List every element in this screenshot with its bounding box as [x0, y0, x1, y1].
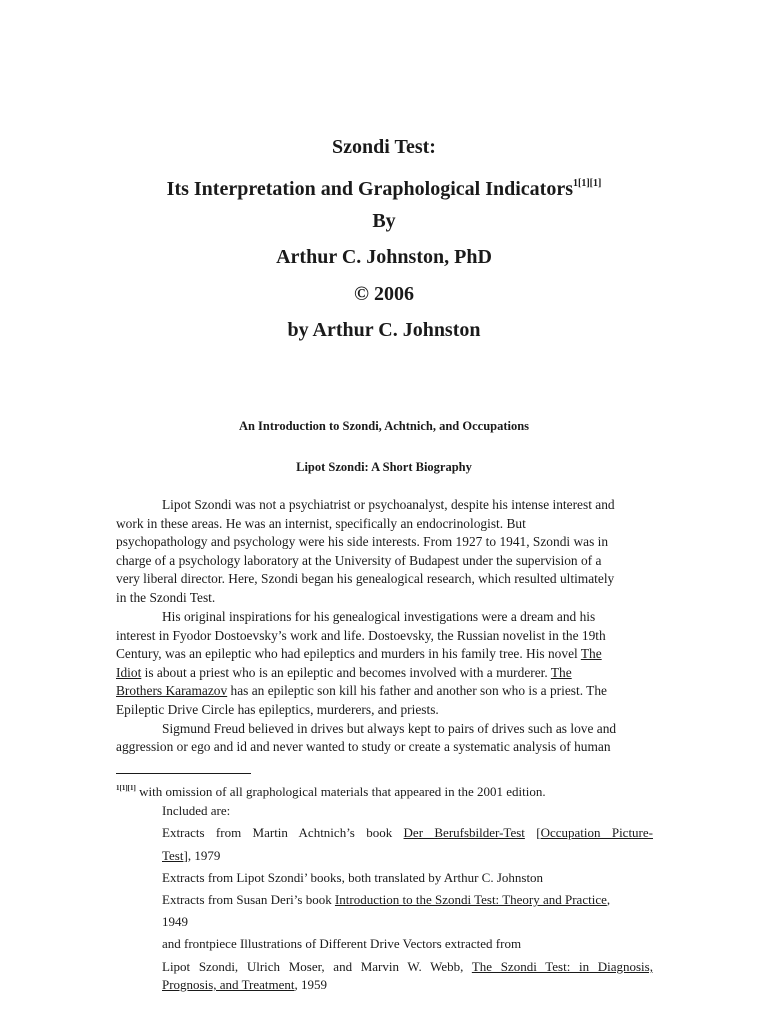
body-line: aggression or ego and id and never wanted to study or create a systematic analysis of human: [116, 739, 611, 754]
body-text: is about a priest who is an epileptic and becomes involved with a murderer.: [141, 665, 551, 680]
title-main: Its Interpretation and Graphological Indicators: [166, 178, 573, 200]
body-line: His original inspirations for his genealogical investigations were a dream and his: [162, 609, 596, 624]
book-title-link[interactable]: Occupation Picture-: [540, 825, 653, 840]
body-line: Lipot Szondi was not a psychiatrist or psychoanalyst, despite his intense interest and: [162, 497, 615, 512]
body-text: has an epileptic son kill his father and another son who is a priest. The: [227, 683, 607, 698]
footnote-text: ,: [606, 892, 611, 907]
book-title-link[interactable]: The: [550, 665, 572, 680]
book-title-link[interactable]: The: [580, 646, 602, 661]
title-line-2: [0, 172, 768, 201]
book-title-link[interactable]: Introduction to the Szondi Test: Theory and Practice: [334, 892, 607, 907]
footnote-text: Extracts from Susan Deri’s book: [162, 892, 335, 907]
footnote-line: [116, 779, 546, 801]
footnote-line: [162, 847, 220, 865]
book-title-link[interactable]: Prognosis, and Treatment: [162, 977, 295, 992]
footnote-line: Included are:: [162, 803, 231, 818]
footnote-text: ], 1979: [183, 848, 221, 863]
footnote-line: and frontpiece Illustrations of Different Drive Vectors extracted from: [162, 936, 522, 951]
body-text: Century, was an epileptic who had epileptics and murders in his family tree. His novel: [116, 646, 581, 661]
body-line: in the Szondi Test.: [116, 590, 216, 605]
book-title-link[interactable]: Idiot: [116, 665, 142, 680]
footnote-line: [162, 976, 327, 994]
body-line: very liberal director. Here, Szondi began his genealogical research, which resulted ultimately: [116, 571, 615, 586]
footnote-line: [162, 958, 653, 976]
body-line: [116, 682, 652, 700]
book-title-link[interactable]: Brothers Karamazov: [116, 683, 228, 698]
body-line: Epileptic Drive Circle has epileptics, murderers, and priests.: [116, 702, 439, 717]
footnote-text: , 1959: [294, 977, 328, 992]
title-copyright: © 2006: [354, 283, 414, 305]
title-line-1: Szondi Test:: [332, 136, 436, 158]
footnote-line: [162, 891, 610, 909]
footnote-divider: [116, 773, 251, 774]
footnote-marker: 1[1][1]: [116, 784, 136, 792]
section-heading: An Introduction to Szondi, Achtnich, and Occupations: [238, 419, 530, 433]
book-title-link[interactable]: Test: [162, 848, 184, 863]
body-line: [116, 664, 652, 682]
footnote-line: 1949: [162, 914, 188, 929]
body-line: Sigmund Freud believed in drives but always kept to pairs of drives such as love and: [162, 721, 617, 736]
title-author: Arthur C. Johnston, PhD: [276, 246, 492, 268]
body-line: psychopathology and psychology were his side interests. From 1927 to 1941, Szondi was in: [116, 534, 609, 549]
body-line: interest in Fyodor Dostoevsky’s work and life. Dostoevsky, the Russian novelist in the 19th: [116, 628, 606, 643]
body-line: work in these areas. He was an internist, specifically an endocrinologist. But: [116, 516, 526, 531]
title-footnote-marker[interactable]: 1[1][1]: [573, 178, 602, 189]
body-line: charge of a psychology laboratory at the University of Budapest under the supervision of a: [116, 553, 602, 568]
book-title-link[interactable]: The Szondi Test: in Diagnosis,: [471, 959, 653, 974]
footnote-text: with omission of all graphological materials that appeared in the 2001 edition.: [135, 784, 546, 799]
footnote-line: [162, 824, 653, 842]
footnote-text: [: [524, 825, 541, 840]
footnote-line: Extracts from Lipot Szondi’ books, both translated by Arthur C. Johnston: [162, 870, 544, 885]
title-line-3: By: [372, 210, 396, 232]
footnote-text: Lipot Szondi, Ulrich Moser, and Marvin W. Webb,: [162, 959, 472, 974]
footnote-text: Extracts from Martin Achtnich’s book: [162, 825, 404, 840]
book-title-link[interactable]: Der Berufsbilder-Test: [403, 825, 525, 840]
subsection-heading: Lipot Szondi: A Short Biography: [296, 460, 472, 474]
title-copyright-holder: by Arthur C. Johnston: [287, 319, 481, 341]
body-line: [116, 645, 652, 663]
